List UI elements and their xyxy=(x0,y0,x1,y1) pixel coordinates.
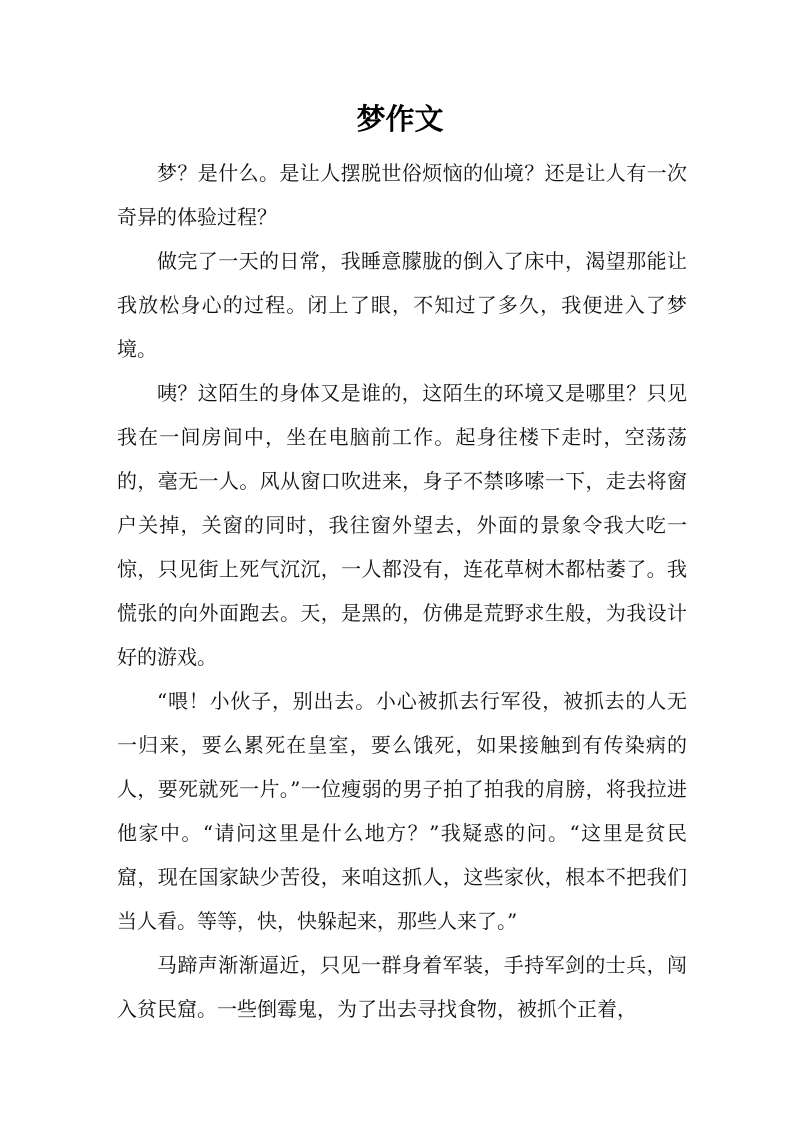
paragraph-5: 马蹄声渐渐逼近，只见一群身着军装，手持军剑的士兵，闯入贫民窟。一些倒霉鬼，为了出去寻找食物，被抓个正着， xyxy=(117,953,687,1021)
paragraph-3: 咦？这陌生的身体又是谁的，这陌生的环境又是哪里？只见我在一间房间中，坐在电脑前工作。起身往楼下走时，空荡荡的，毫无一人。风从窗口吹进来，身子不禁哆嗦一下，走去将窗户关掉，关窗的同时，我往窗外望去，外面的景象令我大吃一惊，只见街上死气沉沉，一人都没有，连花草树木都枯萎了。我慌张的向外面跑去。天，是黑的，仿佛是荒野求生般，为我设计好的游戏。 xyxy=(117,381,687,669)
paragraph-2: 做完了一天的日常，我睡意朦胧的倒入了床中，渴望那能让我放松身心的过程。闭上了眼，不知过了多久，我便进入了梦境。 xyxy=(117,249,687,361)
paragraph-4: “喂！小伙子，别出去。小心被抓去行军役，被抓去的人无一归来，要么累死在皇室，要么饿死，如果接触到有传染病的人，要死就死一片。”一位瘦弱的男子拍了拍我的肩膀，将我拉进他家中。“请问这里是什么地方？”我疑惑的问。“这里是贫民窟，现在国家缺少苦役，来咱这抓人，这些家伙，根本不把我们当人看。等等，快，快躲起来，那些人来了。” xyxy=(117,689,687,933)
paragraph-1: 梦？是什么。是让人摆脱世俗烦恼的仙境？还是让人有一次奇异的体验过程？ xyxy=(117,161,687,229)
document-title: 梦作文 xyxy=(356,102,444,136)
document-body xyxy=(117,151,687,1031)
